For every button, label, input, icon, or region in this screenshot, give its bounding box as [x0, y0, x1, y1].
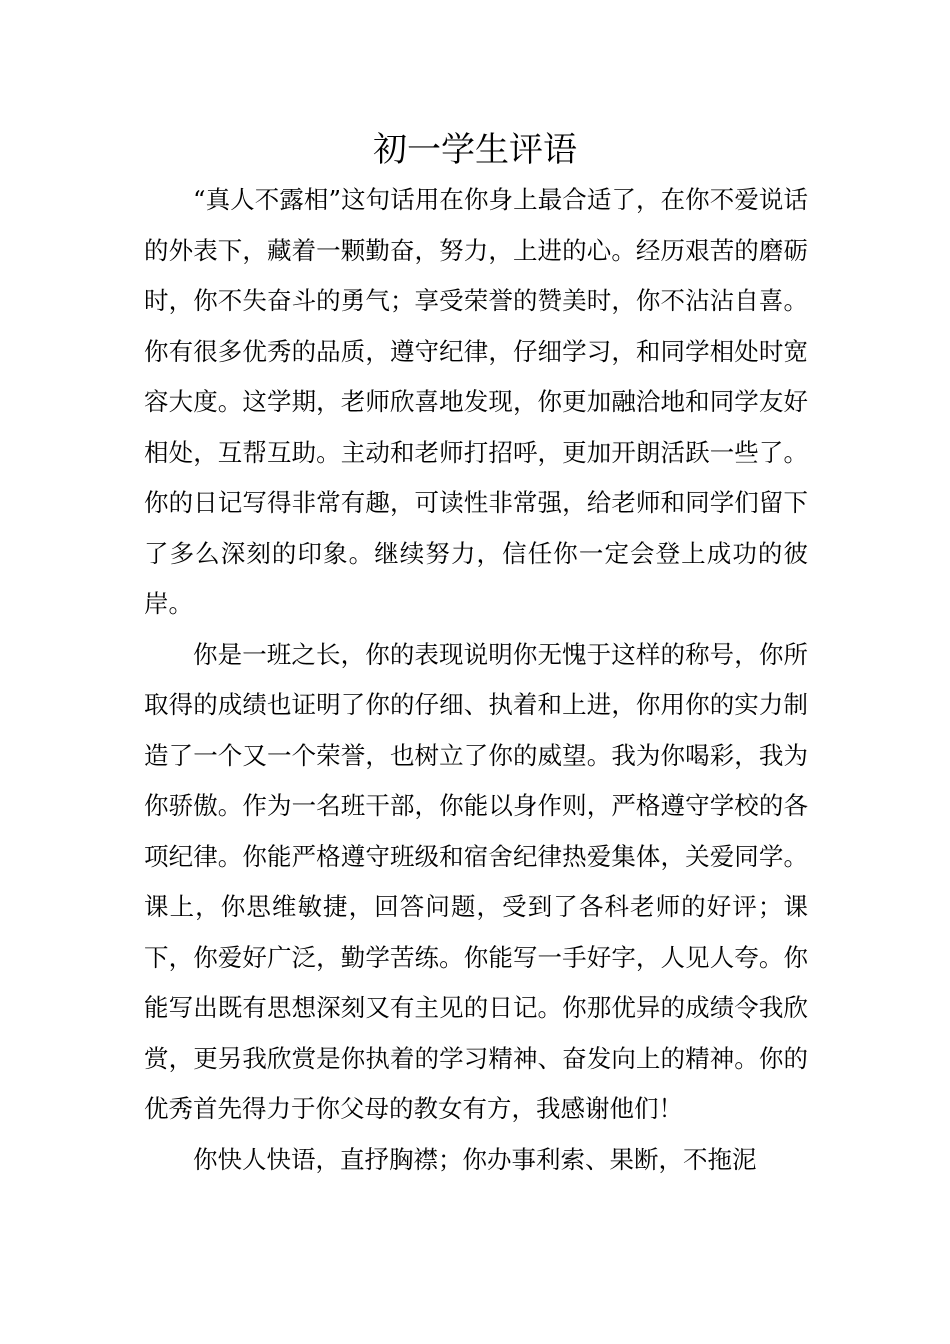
document-title: 初一学生评语	[373, 130, 577, 170]
paragraph-2: 你是一班之长，你的表现说明你无愧于这样的称号，你所取得的成绩也证明了你的仔细、执着和上进，你用你的实力制造了一个又一个荣誉，也树立了你的威望。我为你喝彩，我为你骄傲。作为一名班干部，你能以身作则，严格遵守学校的各项纪律。你能严格遵守班级和宿舍纪律热爱集体，关爱同学。课上，你思维敏捷，回答问题，受到了各科老师的好评；课下，你爱好广泛，勤学苦练。你能写一手好字，人见人夸。你能写出既有思想深刻又有主见的日记。你那优异的成绩令我欣赏，更另我欣赏是你执着的学习精神、奋发向上的精神。你的优秀首先得力于你父母的教女有方，我感谢他们！	[144, 639, 808, 1123]
paragraph-3: 你快人快语，直抒胸襟；你办事利索、果断，不拖泥	[193, 1144, 757, 1174]
document-body	[144, 175, 808, 1185]
paragraph-1: “真人不露相”这句话用在你身上最合适了，在你不爱说话的外表下，藏着一颗勤奋，努力，上进的心。经历艰苦的磨砺时，你不失奋斗的勇气；享受荣誉的赞美时，你不沾沾自喜。你有很多优秀的品质，遵守纪律，仔细学习，和同学相处时宽容大度。这学期，老师欣喜地发现，你更加融洽地和同学友好相处，互帮互助。主动和老师打招呼，更加开朗活跃一些了。你的日记写得非常有趣，可读性非常强，给老师和同学们留下了多么深刻的印象。继续努力，信任你一定会登上成功的彼岸。	[144, 185, 808, 618]
